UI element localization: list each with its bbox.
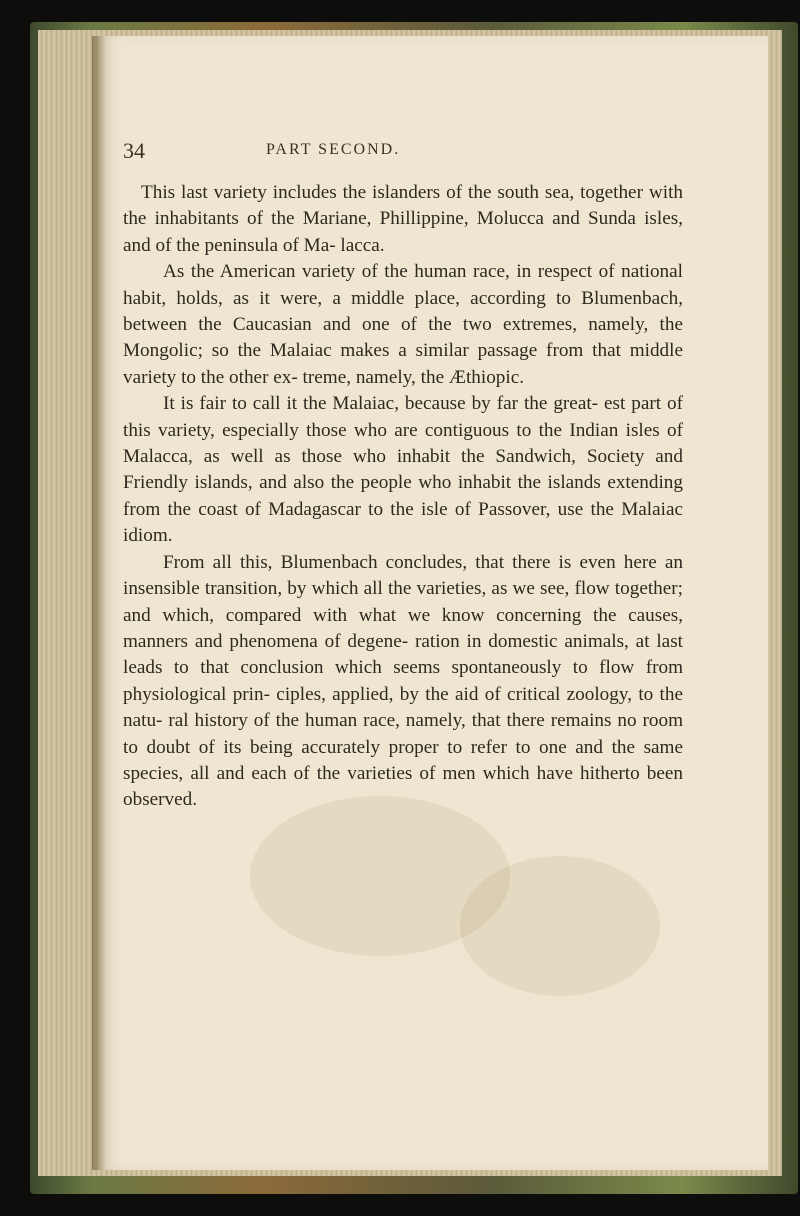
foxing-stain xyxy=(460,856,660,996)
paragraph: It is fair to call it the Malaiac, because by far the great- est part of this variety, especially those who are contiguous to the Indian isles of Malacca, as well as those who inhabit the Sandwich, Society and Friendly islands, and also the people who inhabit the islands extending from the coast of Madagascar to the isle of Passover, use the Malaiac idiom. xyxy=(123,393,683,547)
paragraph: As the American variety of the human race, in respect of national habit, holds, as it were, a middle place, according to Blumenbach, between the Caucasian and one of the two extremes, namely, the Mongolic; so the Malaiac makes a similar passage from that middle variety to the other ex- treme, namely, the Æthiopic. xyxy=(123,261,683,388)
page-number: 34 xyxy=(123,138,145,163)
paragraph: From all this, Blumenbach concludes, that there is even here an insensible transition, by which all the varieties, as we see, flow together; and which, compared with what we know concerning the causes, manners and phenomena of degene- ration in domestic animals, at last leads to that conclusion which seems spontaneously to flow from physiological prin- ciples, applied, by the aid of critical zoology, to the natu- ral history of the human race, namely, that there remains no room to doubt of its being accurately proper to refer to one and the same species, all and each of the varieties of men which have hitherto been observed. xyxy=(123,551,683,811)
body-text xyxy=(123,180,683,814)
paragraph: This last variety includes the islanders of the south sea, together with the inhabitants of the Mariane, Phillippine, Molucca and Sunda isles, and of the peninsula of Ma- lacca. xyxy=(123,182,683,256)
running-head: PART SECOND. xyxy=(266,141,401,158)
page-header xyxy=(123,138,543,164)
spine-shadow xyxy=(92,36,106,1170)
